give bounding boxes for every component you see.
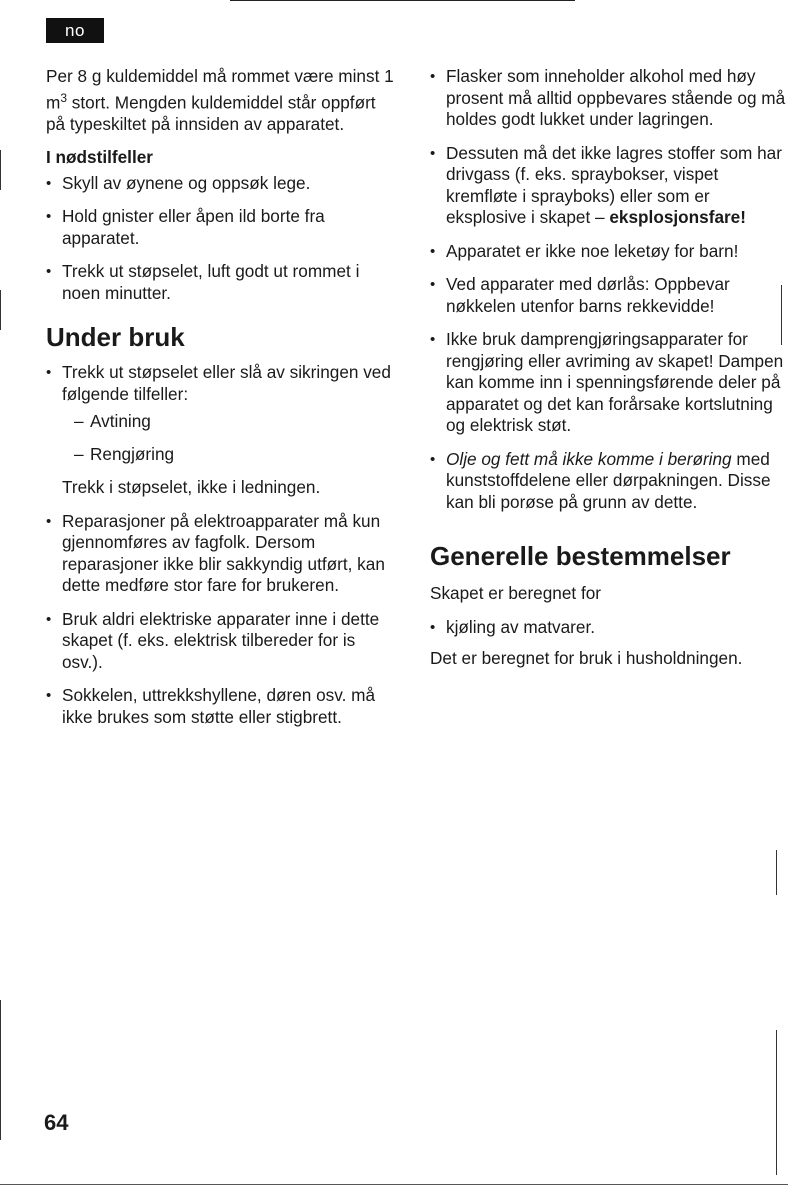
section-heading-general: Generelle bestemmelser xyxy=(430,541,731,571)
list-item: • Reparasjoner på elektroapparater må kun gjennomføres av fagfolk. Dersom reparasjoner ikke blir sakkyndig utført, kan dette medføre stor fare for brukeren. xyxy=(46,511,396,597)
unplug-cases xyxy=(46,411,396,465)
unplug-note: Trekk i støpselet, ikke i ledningen. xyxy=(62,477,321,498)
list-item: • Apparatet er ikke noe leketøy for barn! xyxy=(430,241,788,263)
list-item: • Hold gnister eller åpen ild borte fra apparatet. xyxy=(46,206,396,249)
list-item xyxy=(430,449,788,514)
top-rule xyxy=(230,0,575,1)
general-list xyxy=(430,617,788,639)
emergency-list xyxy=(46,173,396,305)
list-item: • Ved apparater med dørlås: Oppbevar nøkkelen utenfor barns rekkevidde! xyxy=(430,274,788,317)
list-item: • Flasker som inneholder alkohol med høy prosent må alltid oppbevares stående og må holdes godt lukket under lagringen. xyxy=(430,66,788,131)
scan-mark xyxy=(0,290,1,330)
dash-item: – Avtining xyxy=(74,411,396,433)
dash-item: – Rengjøring xyxy=(74,444,396,466)
explosion-warning: eksplosjonsfare! xyxy=(609,207,746,227)
list-item: • kjøling av matvarer. xyxy=(430,617,788,639)
bottom-rule xyxy=(0,1184,788,1185)
safety-list xyxy=(430,66,788,513)
refrigerant-paragraph xyxy=(46,66,396,135)
cubic-superscript: 3 xyxy=(60,90,68,105)
list-item xyxy=(46,362,396,465)
list-item: • Trekk ut støpselet, luft godt ut rommet i noen minutter. xyxy=(46,261,396,304)
refrigerant-text-b: stort. Mengden kuldemiddel står oppført på typeskiltet på innsiden av apparatet. xyxy=(46,92,376,134)
list-item: • Skyll av øynene og oppsøk lege. xyxy=(46,173,396,195)
scan-mark xyxy=(776,1030,777,1175)
oil-warning-text: med kunststoffdelene eller dørpakningen. Disse kan bli porøse på grunn av dette. xyxy=(446,448,771,512)
general-intro: Skapet er beregnet for xyxy=(430,583,602,603)
usage-list xyxy=(46,362,396,465)
unplug-text: Trekk ut støpselet eller slå av sikringen ved følgende tilfeller: xyxy=(62,362,391,404)
emergency-heading: I nødstilfeller xyxy=(46,147,153,168)
language-badge: no xyxy=(46,18,104,43)
scan-mark xyxy=(781,285,782,345)
list-item xyxy=(430,143,788,229)
general-outro: Det er beregnet for bruk i husholdningen. xyxy=(430,648,743,668)
list-item: • Sokkelen, uttrekkshyllene, døren osv. må ikke brukes som støtte eller stigbrett. xyxy=(46,685,396,728)
scan-mark xyxy=(776,850,777,895)
refrigerant-text-a: Per 8 g kuldemiddel må rommet være minst 1 m xyxy=(46,66,394,113)
list-item: • Ikke bruk damprengjøringsapparater for rengjøring eller avriming av skapet! Dampen kan komme inn i spenningsførende deler på apparatet og det kan forårsake kortslutning og elektrisk støt. xyxy=(430,329,788,437)
scan-mark xyxy=(0,150,1,190)
list-item: • Bruk aldri elektriske apparater inne i dette skapet (f. eks. elektrisk tilbereder for is osv.). xyxy=(46,609,396,674)
page-number: 64 xyxy=(44,1110,69,1135)
right-column xyxy=(430,66,788,670)
propellant-text: Dessuten må det ikke lagres stoffer som har drivgass (f. eks. spraybokser, vispet kremfløte i sprayboks) eller som er eksplosive i skapet – xyxy=(446,142,782,227)
section-heading-under-bruk: Under bruk xyxy=(46,322,185,353)
scan-mark xyxy=(0,1000,1,1140)
left-column xyxy=(46,66,396,728)
usage-list-continued xyxy=(46,511,396,729)
oil-warning-italic: Olje og fett må ikke komme i berøring xyxy=(446,448,732,469)
